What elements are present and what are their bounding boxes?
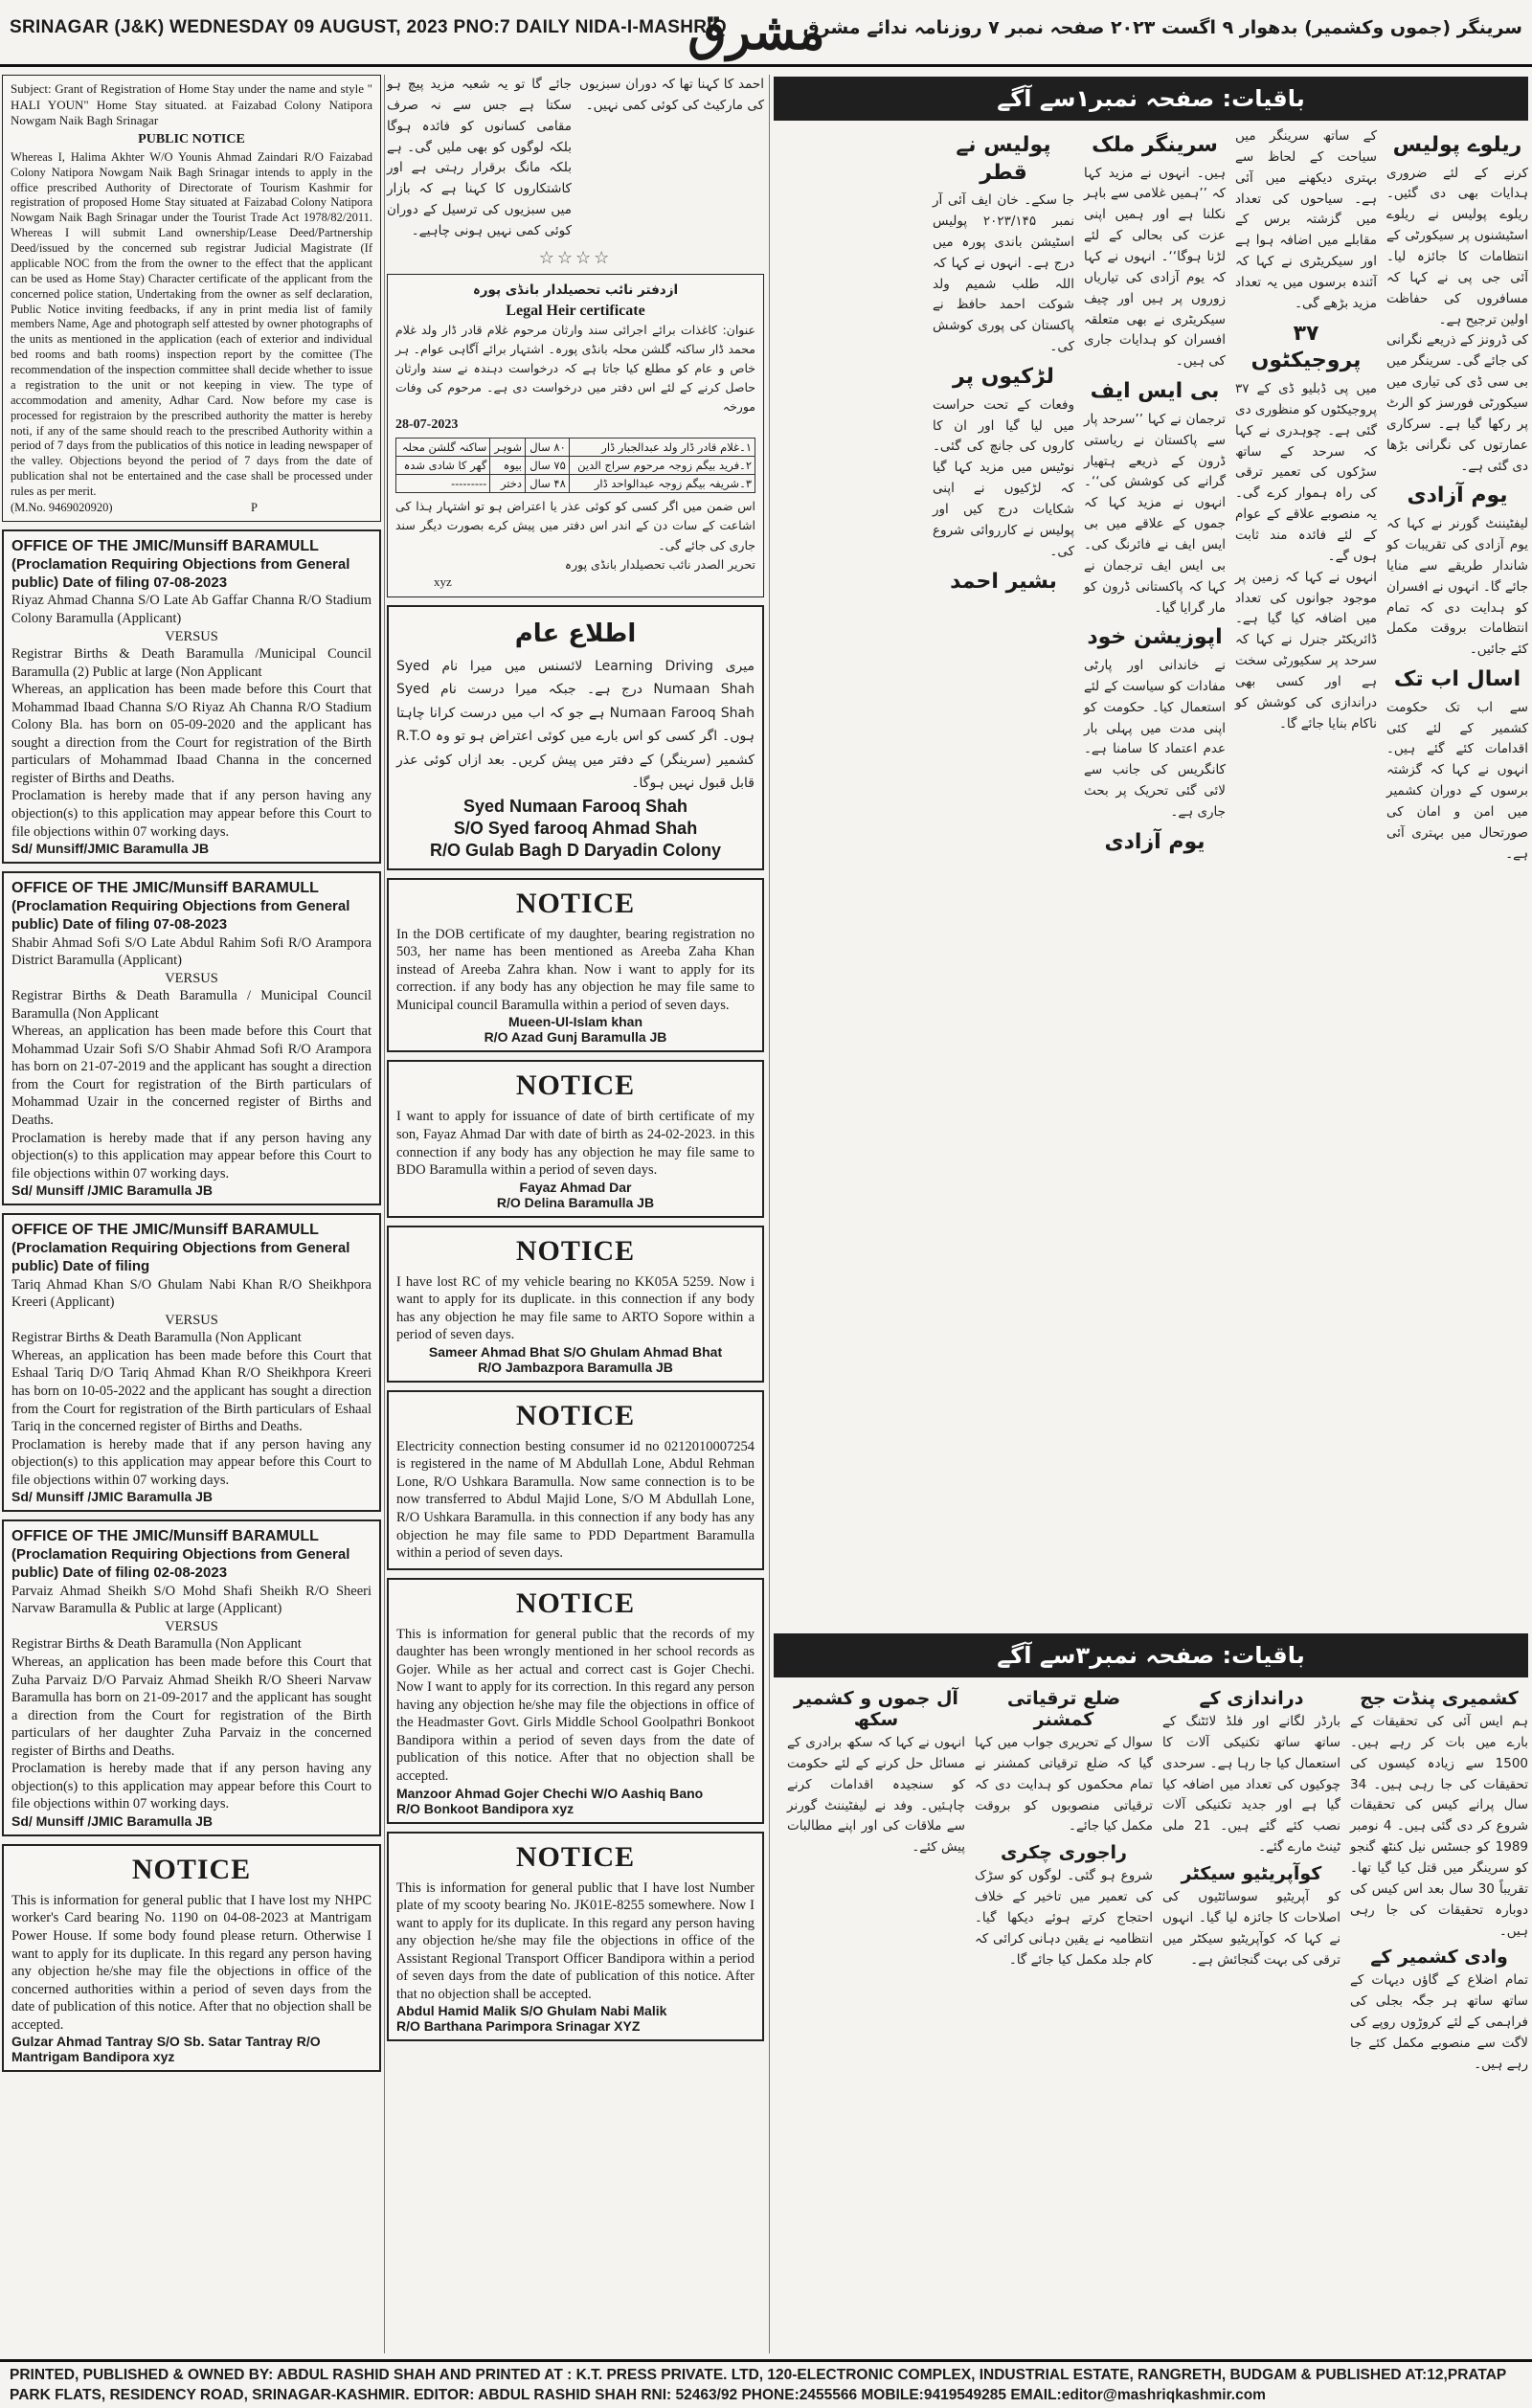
news-column [1235,126,1377,1628]
public-notice-ref: (M.No. 9469020920) [11,500,113,514]
notice-dob-correction [387,878,764,1053]
court-heading: (Proclamation Requiring Objections from General public) Date of filing 07-08-2023 [11,898,350,933]
story-headline: اپوزیشن خود [1087,625,1223,650]
public-notice-body: Whereas I, Halima Akhter W/O Younis Ahmad Zaindari R/O Faizabad Colony Natipora Nowgam Naik Bagh Srinagar intends to apply in the office prescribed Authority of Directorate of Tourism Kashmir for registration of proposed Home Stay situated at Faizabad Colony Natipora Nowgam Naik Bagh Srinagar under the Tourist Trade Act 1978/82/2011. Whereas I will submit Land ownership/Lease Deed/Partnership Deed/issued by the concerned sub registrar Judicial Magistrate (If applicable NOC from the from the owner to the effect that the applicant can be used as Home Stay) Character certificate of the applicant from the concerned police station, Undertaking from the owner as self declaration, Public Notice inviting feedbacks, if any in print media list of family members Name, Age and photograph self attested by owner photographs of the units as mentioned in the application (each of exterior and individual bed rooms and bath rooms) inspection report by the comittee (The recommendation of the inspection committee shall decide whether to issue a registration to the unit or not keeping in view. The type of accommodation and amenity, Adhar Card. Now before my case is processed for registraion by the prescribed authority the matter is hereby noti, if any of the same should reach to the prescribed Authority within a period of 7 days from the publicatios of this notice in leading newspaper of the valley. Objections beyond the period of 7 days from the date of publication shal not be entertained and the case shall be processed under rules as per merit. [11,149,372,499]
story-headline: آل جموں و کشمیر سکھ [794,1688,958,1730]
court-body: Whereas, an application has been made before this Court that Mohammad Ibaad Channa S/O Riyaz Ah Channa R/O Stadium Colony Bla. has born on 05-09-2020 and the applicant has sought a direction from the Court for registration of the Birth particulars of Mohammad Ibaad Channa in the concerned register of Births and Deaths. [11,682,372,786]
notice-signature: Abdul Hamid Malik S/O Ghulam Nabi Malik R/O Barthana Parimpora Srinagar XYZ [396,2003,667,2035]
news-column [933,126,1074,1628]
notice-title: NOTICE [515,887,636,919]
court-notice-3 [2,1213,381,1512]
story-body: انہوں نے کہا کہ زمین پر موجود جوانوں کی تعداد میں اضافہ کیا گیا ہے۔ ڈائریکٹر جنرل نے کہا کہ سرحد پر سکیورٹی سخت ہے اور کسی بھی دراندازی کی کوشش کو ناکام بنایا جائے گا۔ [1235,569,1377,731]
story-headline: راجوری چکری [1001,1842,1127,1864]
notice-title: NOTICE [515,1840,636,1873]
legal-heir-notice [387,274,764,597]
court-heading: (Proclamation Requiring Objections from General public) Date of filing 07-08-2023 [11,555,350,591]
court-proclamation: Proclamation is hereby made that if any person having any objection(s) to this application may appear before this Court to file objections within 07 working days. [11,1436,372,1488]
court-notice-4 [2,1519,381,1836]
imprint-line-1: PRINTED, PUBLISHED & OWNED BY: ABDUL RASHID SHAH AND PRINTED AT : K.T. PRESS PRIVATE. LTD, 120-ELECTRONIC COMPLEX, INDUSTRIAL ESTATE, RANGRETH, BUDGAM & PUBLISHED AT:12,PRATAP [10,2367,1507,2383]
urdu-news-lower [774,1683,1528,2353]
table-row [396,457,755,475]
court-office: OFFICE OF THE JMIC/Munsiff BARAMULL [11,880,319,897]
continuation-banner-mid: باقیات: صفحہ نمبر۳سے آگے [774,1633,1528,1677]
story-headline: لڑکیوں پر [953,365,1054,390]
public-notice-code: P [251,500,258,514]
story-body: ہم ایس آئی کی تحقیقات کے بارے میں بات کر رہے ہیں۔ 1500 سے زیادہ کیسوں کی تحقیقات کی جا رہی ہیں۔ 34 سال پرانے کیس کی تحقیقات شروع کر دی گئی ہیں۔ 4 نومبر 1989 کو جسٹس نیل کنٹھ گنجو کو سرینگر میں قتل کیا گیا تھا۔ تقریباً 30 سال بعد اس کیس کی دوبارہ تحقیقات کی جا رہی ہیں۔ [1350,1714,1528,1939]
story-body: سے اب تک حکومت کشمیر کے لئے کئی اقدامات کئے گئے ہیں۔ انہوں نے کہا کہ گزشتہ برسوں کے دوران کشمیر میں امن و امان کی صورتحال میں بہتری آئی ہے۔ [1386,699,1528,862]
news-column [1386,126,1528,1628]
story-body: کے ساتھ سرینگر میں سیاحت کے لحاظ سے بہتری دیکھنے میں آئی ہے۔ سیاحوں کی تعداد میں گزشتہ برس کے مقابلے میں اضافہ ہوا ہے اور سیکریٹری نے کہا کہ آئندہ برسوں میں یہ تعداد مزید بڑھے گی۔ [1235,128,1377,311]
notice-title: NOTICE [131,1853,252,1885]
court-office: OFFICE OF THE JMIC/Munsiff BARAMULL [11,537,319,554]
story-headline: ۳۷ پروجیکٹوں [1250,321,1362,373]
story-headline: پولیس نے قطر [956,133,1051,185]
public-notice-subject: Subject: Grant of Registration of Home Stay under the name and style " HALI YOUN" Home Stay situated. at Faizabad Colony Natipora Nowgam Naik Bagh Srinagar [11,81,372,128]
heir-cell: ۲۔فرید بیگم زوجہ مرحوم سراج الدین [569,457,755,475]
court-body: Whereas, an application has been made before this Court that Mohammad Uzair Sofi S/O Shabir Ahmad Sofi R/O Arampora has born on 21-07-2019 and the applicant has sought a direction from the Court for registration of the Birth particulars of Mohammad Uzair in the concerned register of Births and Deaths. [11,1024,372,1129]
story-headline: کوآپریٹیو سیکٹر [1181,1863,1322,1885]
masthead-dateline-urdu: سرینگر (جموں وکشمیر) بدھوار ۹ اگست ۲۰۲۳ صفحہ نمبر ۷ روزنامہ ندائے مشرق [802,17,1522,38]
story-headline: سرینگر ملک [1092,133,1218,157]
court-signature: Sd/ Munsiff /JMIC Baramulla JB [11,1812,214,1829]
story-body: لیفٹیننٹ گورنر نے کہا کہ یوم آزادی کی تقریبات کو شاندار طریقے سے منایا جائے گا۔ انہوں نے افسران کو ہدایت دی کہ تمام انتظامات بروقت مکمل کئے جائیں۔ [1386,516,1528,658]
imprint-line-2: PARK FLATS, RESIDENCY ROAD, SRINAGAR-KASHMIR. EDITOR: ABDUL RASHID SHAH RNI: 52463/92 PHONE:2455566 MOBILE:9419549285 EMAIL:editor@mashriqkashmir.com [10,2386,1266,2403]
story-body: سوال کے تحریری جواب میں کہا گیا کہ ضلع ترقیاتی کمشنر نے تمام محکموں کو ہدایت دی کہ ترقیاتی منصوبوں کو بروقت مکمل کیا جائے۔ [975,1735,1153,1834]
notice-body: This is information for general public that I have lost Number plate of my scooty bearing No. JK01E-8255 somewhere. Now I want to apply for its duplicate. In this regard any person having any objection he/she may file the objections in office of the Assistant Regional Transport Officer Bandipora within a period of seven days from the date of publication of this notice. After that no objection shall be accepted. [396,1879,755,2002]
heir-code: xyz [434,574,452,590]
court-signature: Sd/ Munsiff/JMIC Baramulla JB [11,841,210,857]
court-versus: VERSUS [165,1312,218,1328]
continuation-banner-top: باقیات: صفحہ نمبر۱سے آگے [774,77,1528,121]
news-column [1162,1683,1340,2353]
notice-signature: Mueen-Ul-Islam khan R/O Azad Gunj Baramulla JB [484,1014,667,1046]
newspaper-logo: مشرق [687,3,825,61]
story-body: کی ڈرونز کے ذریعے نگرانی کی جائے گی۔ سرینگر میں بی سی ڈی کی تیاری میں سیکورٹی فورسز کو الرٹ پر رکھا گیا ہے۔ سرکاری عمارتوں کی نگرانی بڑھا دی گئی ہے۔ [1386,332,1528,474]
notice-body: I want to apply for issuance of date of birth certificate of my son, Fayaz Ahmad Dar with date of birth as 24-02-2023. in this connection if any body has any objection he may file same to BDO Baramulla within a period of seven days. [396,1109,755,1179]
court-proclamation: Proclamation is hereby made that if any person having any objection(s) to this application may appear before this Court to file objections within 07 working days. [11,788,372,840]
story-headline: اسال اب تک [1393,667,1521,692]
masthead [0,0,1532,67]
heir-office: ازدفتر نائب تحصیلدار بانڈی پورہ [472,281,679,298]
imprint-footer [0,2359,1532,2408]
table-row [396,475,755,493]
column-legal-notices-left [2,75,381,2080]
news-column [1084,126,1226,1628]
story-body: شروع ہو گئی۔ لوگوں کو سڑک کی تعمیر میں تاخیر کے خلاف احتجاج کرتے ہوئے دیکھا گیا۔ انتظامیہ نے یقین دہانی کرائی کہ کام جلد مکمل کیا جائے گا۔ [975,1868,1153,1968]
court-heading: (Proclamation Requiring Objections from General public) Date of filing [11,1240,350,1274]
court-notice-1 [2,529,381,864]
court-applicant: Parvaiz Ahmad Sheikh S/O Mohd Shafi Sheikh R/O Sheeri Narvaw Baramulla & Public at large (Applicant) [11,1583,372,1617]
story-headline: بشیر احمد [950,569,1057,594]
story-headline: ریلوے پولیس [1392,133,1522,157]
story-body: نے خاندانی اور پارٹی مفادات کو سیاست کے لئے استعمال کیا۔ حکومت کو اپنی مدت میں پہلی بار عدم اعتماد کا سامنا ہے۔ کانگریس کی جانب سے لائی گئی تحریک پر بحث جاری ہے۔ [1084,657,1226,820]
court-non-applicant: Registrar Births & Death Baramulla (Non Applicant [11,1636,302,1653]
court-body: Whereas, an application has been made before this Court that Eshaal Tariq D/O Tariq Ahmad Khan R/O Sheikhpora Kreeri has born on 10-05-2022 and the applicant has sought a direction from the Court for registration of the Birth particulars of Eshaal Tariq in the concerned register of Births and Deaths. [11,1347,372,1435]
story-headline: دراندازی کے [1199,1688,1304,1709]
court-body: Whereas, an application has been made before this Court that Zuha Parvaiz D/O Parvaiz Ahmad Sheikh R/O Sheeri Narvaw Baramulla has born on 21-09-2017 and the applicant has sought a direction from the Court for registration of the Birth particulars of her daughter Zuha Parvaiz in the concerned register of Births and Deaths. [11,1654,372,1759]
heir-cell: ۷۵ سال [525,457,569,475]
heir-death-date: 28-07-2023 [395,417,459,433]
heir-cell: دختر [490,475,526,493]
court-non-applicant: Registrar Births & Death Baramulla / Municipal Council Baramulla (Non Applicant [11,988,372,1022]
court-applicant: Shabir Ahmad Sofi S/O Late Abdul Rahim Sofi R/O Arampora District Baramulla (Applicant) [11,934,372,969]
heir-cell: گھر کا شادی شدہ [396,457,490,475]
court-applicant: Tariq Ahmad Khan S/O Ghulam Nabi Khan R/O Sheikhpora Kreeri (Applicant) [11,1276,372,1311]
story-body: کرنے کے لئے ضروری ہدایات بھی دی گئیں۔ ریلوے پولیس نے ریلوے اسٹیشنوں پر سیکورٹی کے انتظامات کا جائزہ لیا۔ آئی جی پی نے کہا کہ مسافروں کی حفاظت اولین ترجیح ہے۔ [1386,165,1528,327]
court-versus: VERSUS [165,1618,218,1634]
story-body: انہوں نے کہا کہ سکھ برادری کے مسائل حل کرنے کے لئے حکومت کو سنجیدہ اقدامات کرنے چاہئیں۔ وفد نے لیفٹیننٹ گورنر سے ملاقات کی اور اپنے مطالبات پیش کئے۔ [787,1735,965,1856]
notice-signature: Gulzar Ahmad Tantray S/O Sb. Satar Tantray R/O Mantrigam Bandipora xyz [11,2034,321,2065]
story-body: کو آپریٹیو سوسائٹیوں کی اصلاحات کا جائزہ لیا گیا۔ انہوں نے کہا کہ کوآپریٹیو سیکٹر میں ترقی کی بہت گنجائش ہے۔ [1162,1889,1340,1968]
heir-body: عنوان: کاغذات برائے اجرائی سند وارثان مرحوم غلام قادر ڈار ولد غلام محمد ڈار ساکنہ گلشن محلہ بانڈی پورہ۔ اشتہار برائے آگاہی عوام۔ ہر خاص و عام کو مطلع کیا جاتا ہے کہ درخواست دہندہ نے سند وارثان حاصل کرنے کے لئے اس دفتر میں درخواست دی ہے۔ مرحوم کی وفات مورخہ [395,323,755,415]
court-office: OFFICE OF THE JMIC/Munsiff BARAMULL [11,1528,319,1545]
story-headline: بی ایس ایف [1090,379,1220,404]
public-notice-homestay [2,75,381,522]
notice-signature: Sameer Ahmad Bhat S/O Ghulam Ahmad Bhat R/O Jambazpora Baramulla JB [428,1343,723,1375]
story-headline: یوم آزادی [1104,829,1205,854]
court-applicant: Riyaz Ahmad Channa S/O Late Ab Gaffar Channa R/O Stadium Colony Baramulla (Applicant) [11,593,372,626]
notice-body: In the DOB certificate of my daughter, bearing registration no 503, her name has been mentioned as Areeba Zaha Khan instead of Areeba Zahra khan. Now i want to apply for its correction. if any body has any objection he may file same to Municipal council Baramulla within a period of seven days. [396,926,755,1013]
urdu-news-upper [774,126,1528,1628]
column-divider [769,75,770,2353]
heir-cell: ساکنہ گلشن محلہ [396,439,490,457]
notice-dob-issuance [387,1060,764,1217]
news-column [787,1683,965,2353]
story-body: ترجمان نے کہا ’’سرحد پار سے پاکستان نے ریاستی ڈرون کے ذریعے ہتھیار گرانے کی کوشش کی‘‘۔ انہوں نے مزید کہا کہ جموں کے علاقے میں بی ایس ایف نے فائرنگ کی۔ بی ایس ایف ترجمان نے کہا کہ پاکستانی ڈرون کو مار گرایا گیا۔ [1084,411,1226,616]
notice-caste-correction [387,1578,764,1824]
story-headline: یوم آزادی [1407,484,1508,508]
public-notice-title: PUBLIC NOTICE [138,131,245,146]
notice-signature: Fayaz Ahmad Dar R/O Delina Baramulla JB [496,1179,655,1210]
notice-title: NOTICE [515,1069,636,1102]
ittila-signature: Syed Numaan Farooq Shah S/O Syed farooq Ahmad Shah R/O Gulab Bagh D Daryadin Colony [429,796,722,861]
notice-signature: Manzoor Ahmad Gojer Chechi W/O Aashiq Bano R/O Bonkoot Bandipora xyz [396,1785,704,1816]
notice-nhpc-card [2,1844,381,2072]
ittila-body: میری Learning Driving لائسنس میں میرا نام Syed Numaan Shah درج ہے۔ جبکہ میرا درست نام Syed Numaan Farooq Shah ہے جو کہ اب میں درست کرانا چاہتا ہوں۔ اگر کسی کو اس بارے میں کوئی اعتراض ہو تو وہ R.T.O کشمیر (سرینگر) کے دفتر میں پیش کریں۔ بعد ازاں کوئی عذر قابل قبول نہیں ہوگا۔ [396,658,755,792]
court-signature: Sd/ Munsiff /JMIC Baramulla JB [11,1182,214,1199]
urdu-text-block: احمد کا کہنا تھا کہ دوران سبزیوں کی مارکیٹ کی کوئی کمی نہیں۔ [579,77,764,113]
heir-cell: ۸۰ سال [525,439,569,457]
story-headline: ضلع ترقیاتی کمشنر [1006,1688,1121,1730]
notice-title: NOTICE [515,1399,636,1431]
story-body: ہیں۔ انہوں نے مزید کہا کہ ’’ہمیں غلامی سے باہر نکلنا ہے اور ہمیں اپنی عزت کی بحالی کے لئے لڑنا ہوگا‘‘۔ انہوں نے کہا کہ یوم آزادی کی تیاریاں زوروں پر ہیں اور چیف سیکریٹری نے بھی متعلقہ افسران کو ہدایات جاری کی ہیں۔ [1084,165,1226,370]
heir-footer: اس ضمن میں اگر کسی کو کوئی عذر یا اعتراض ہو تو اشتہار ہذا کی اشاعت کے سات دن کے اندر اس دفتر میں پیش کرے بصورت دیگر سند جاری کی جائے گی۔ [395,499,755,552]
heir-signatory: تحریر الصدر نائب تحصیلدار بانڈی پورہ [564,556,755,572]
ittila-aam-notice [387,605,764,870]
heirs-table [395,438,755,493]
story-body: میں پی ڈبلیو ڈی کے ۳۷ پروجیکٹوں کو منظوری دی گئی ہے۔ چوہدری نے کہا کہ سرحد کے ساتھ سڑکوں کی تعمیر ترقی کی راہ ہموار کرے گی۔ یہ منصوبے علاقے کے عوام کے لئے فائدہ مند ثابت ہوں گے۔ [1235,380,1377,564]
separator-stars: ☆☆☆☆ [538,247,613,268]
column-notices-middle [387,75,764,2049]
story-headline: کشمیری پنڈت جج [1360,1688,1519,1709]
court-heading: (Proclamation Requiring Objections from General public) Date of filing 02-08-2023 [11,1546,350,1582]
urdu-continuation-top [387,75,764,242]
notice-body: Electricity connection besting consumer id no 0212010007254 is registered in the name of M Abdullah Lone, Abdul Rehman Lone, R/O Ushkara Baramulla. Now same connection is to be now transferred to Abdul Majid Lone, S/O M Abdullah Lone, R/O Ushkara Baramulla. in this connection if any body has any objection he may file same to PDD Department Baramulla within a period of seven days. [396,1438,755,1562]
notice-title: NOTICE [515,1587,636,1619]
story-body: تمام اضلاع کے گاؤں دیہات کے ساتھ ساتھ ہر جگہ بجلی کی فراہمی کے لئے کروڑوں روپے کی لاگت سے منصوبے مکمل کئے جا رہے ہیں۔ [1350,1972,1528,2072]
heir-cell: ۳۔شریفہ بیگم زوجہ عبدالواحد ڈار [569,475,755,493]
table-row [396,439,755,457]
notice-body: This is information for general public that I have lost my NHPC worker's Card bearing No. 1190 on 04-08-2023 at Mantrigam Power House. If some body found please return. Otherwise I want to apply for its duplicate. In this regard any person having any objection he/she may file the objections in office of the concerned authorities within a period of seven days from the date of publication of this notice. After that no objection shall be accepted. [11,1892,372,2033]
court-proclamation: Proclamation is hereby made that if any person having any objection(s) to this application may appear before this Court to file objections within 07 working days. [11,1761,372,1812]
story-body: جا سکے۔ خان ایف آئی آر نمبر ۲۰۲۳/۱۴۵ پولیس اسٹیشن باندی پورہ میں درج ہے۔ انہوں نے کہا کہ اللہ طلب شمیم ولد شوکت احمد حافظ نے پاکستان کی پوری کوشش کی۔ [933,192,1074,355]
notice-body: I have lost RC of my vehicle bearing no KK05A 5259. Now i want to apply for its duplicate. in this connection if any body has any objection he may file same to ARTO Sopore within a period of seven days. [396,1273,755,1343]
notice-lost-rc [387,1226,764,1383]
court-proclamation: Proclamation is hereby made that if any person having any objection(s) to this application may appear before this Court to file objections within 07 working days. [11,1130,372,1181]
court-non-applicant: Registrar Births & Death Baramulla /Municipal Council Baramulla (2) Public at large (Non Applicant [11,646,372,680]
notice-lost-number-plate [387,1832,764,2042]
news-column [975,1683,1153,2353]
story-headline: وادی کشمیر کے [1370,1947,1508,1969]
story-body: وفعات کے تحت حراست میں لیا گیا اور ان کا کاروں کی جانچ کی گئی۔ نوٹیس میں مزید کہا گیا کہ لڑکیوں نے اپنی شکایات درج کیں اور پولیس نے کارروائی شروع کی۔ [933,396,1074,559]
notice-body: This is information for general public that the records of my daughter has been wrongly mentioned in her school records as Gojer. While as her actual and correct cast is Gojer Chechi. Now I want to apply for its correction. In this regard any person having any objection he/she may file the objections in office of the Headmaster Govt. Girls Middle School Goolpathri Bonkoot Bandipora within a period of seven days from the date of publication of this notice. After that no objection shall be accepted. [396,1626,755,1785]
heir-cell: شوہر [490,439,526,457]
court-versus: VERSUS [165,970,218,986]
column-divider [384,75,385,2353]
court-non-applicant: Registrar Births & Death Baramulla (Non Applicant [11,1330,302,1346]
news-column [1350,1683,1528,2353]
ittila-title: اطلاع عام [514,619,637,648]
notice-electricity-transfer [387,1390,764,1570]
court-notice-2 [2,871,381,1205]
court-versus: VERSUS [165,628,218,644]
notice-title: NOTICE [515,1234,636,1267]
masthead-dateline-english: SRINAGAR (J&K) WEDNESDAY 09 AUGUST, 2023 PNO:7 DAILY NIDA-I-MASHRIQ [10,17,727,37]
heir-cell: ۴۸ سال [525,475,569,493]
urdu-text-block: جائے گا تو یہ شعبہ مزید پیچ ہو سکتا ہے جس سے نہ صرف مقامی کسانوں کو فائدہ ہوگا بلکہ لوگوں کو بھی ملیں گی۔ ہے بلکہ مانگ برقرار رہتی ہے اور کاشتکاروں کا کہنا ہے کہ بازار میں سبزیوں کی ترسیل کے دوران کوئی کمی نہیں ہونی چاہیے۔ [387,77,572,239]
heir-cell: --------- [396,475,490,493]
heir-english-title: Legal Heir certificate [506,302,645,319]
heir-cell: بیوہ [490,457,526,475]
heir-cell: ۱۔غلام قادر ڈار ولد عبدالجبار ڈار [569,439,755,457]
court-signature: Sd/ Munsiff /JMIC Baramulla JB [11,1489,214,1505]
court-office: OFFICE OF THE JMIC/Munsiff BARAMULL [11,1222,319,1239]
story-body: بارڈر لگانے اور فلڈ لائٹنگ کے ساتھ ساتھ تکنیکی آلات کا استعمال کیا جا رہا ہے۔ سرحدی چوکیوں کی تعداد میں اضافہ کیا گیا ہے اور جدید تکنیکی آلات نصب کئے گئے ہیں۔ 21 ملی ٹینٹ مارے گئے۔ [1162,1714,1340,1856]
